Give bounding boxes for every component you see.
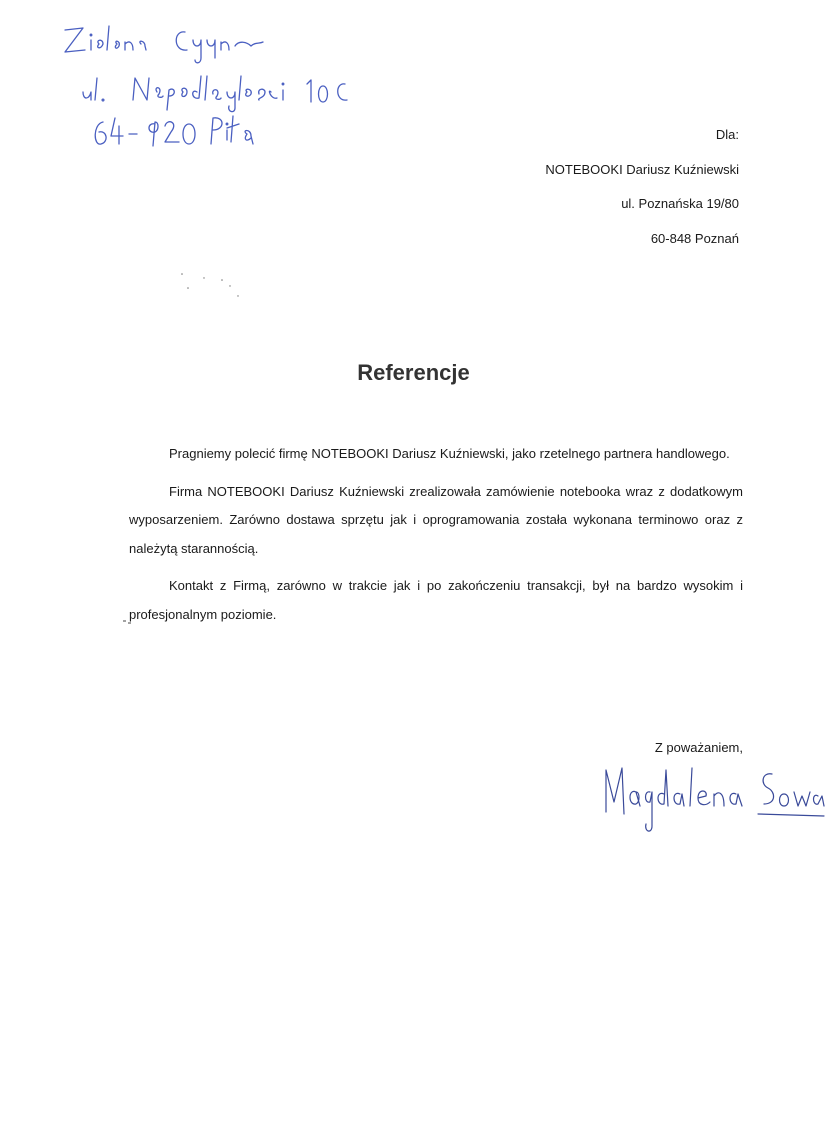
- margin-mark: [122, 618, 134, 629]
- recipient-city: 60-848 Poznań: [650, 230, 739, 246]
- handwritten-signature: [600, 762, 825, 842]
- body-paragraph: Kontakt z Firmą, zarówno w trakcie jak i po zakończeniu transakcji, był na bardzo wysokim i profesjonalnym poziomie.: [129, 578, 743, 622]
- recipient-street: ul. Poznańska 19/80: [621, 196, 739, 211]
- handwritten-sender-address: [55, 18, 355, 148]
- body-paragraph: Pragniemy polecić firmę NOTEBOOKI Dariusz Kuźniewski, jako rzetelnego partnera handlowego.: [169, 446, 730, 461]
- letter-body: [129, 440, 743, 638]
- scan-specks: [170, 268, 260, 308]
- recipient-label: Dla:: [715, 127, 739, 142]
- recipient-company: NOTEBOOKI Dariusz Kuźniewski: [545, 161, 739, 177]
- document-title: Referencje: [357, 360, 470, 385]
- closing-salutation: Z poważaniem,: [654, 740, 743, 755]
- recipient-address: [545, 118, 739, 256]
- body-paragraph: Firma NOTEBOOKI Dariusz Kuźniewski zrealizowała zamówienie notebooka wraz z dodatkowym wyposarzeniem. Zarówno dostawa sprzętu jak i oprogramowania została wykonana terminowo oraz z należytą starannością.: [129, 483, 743, 556]
